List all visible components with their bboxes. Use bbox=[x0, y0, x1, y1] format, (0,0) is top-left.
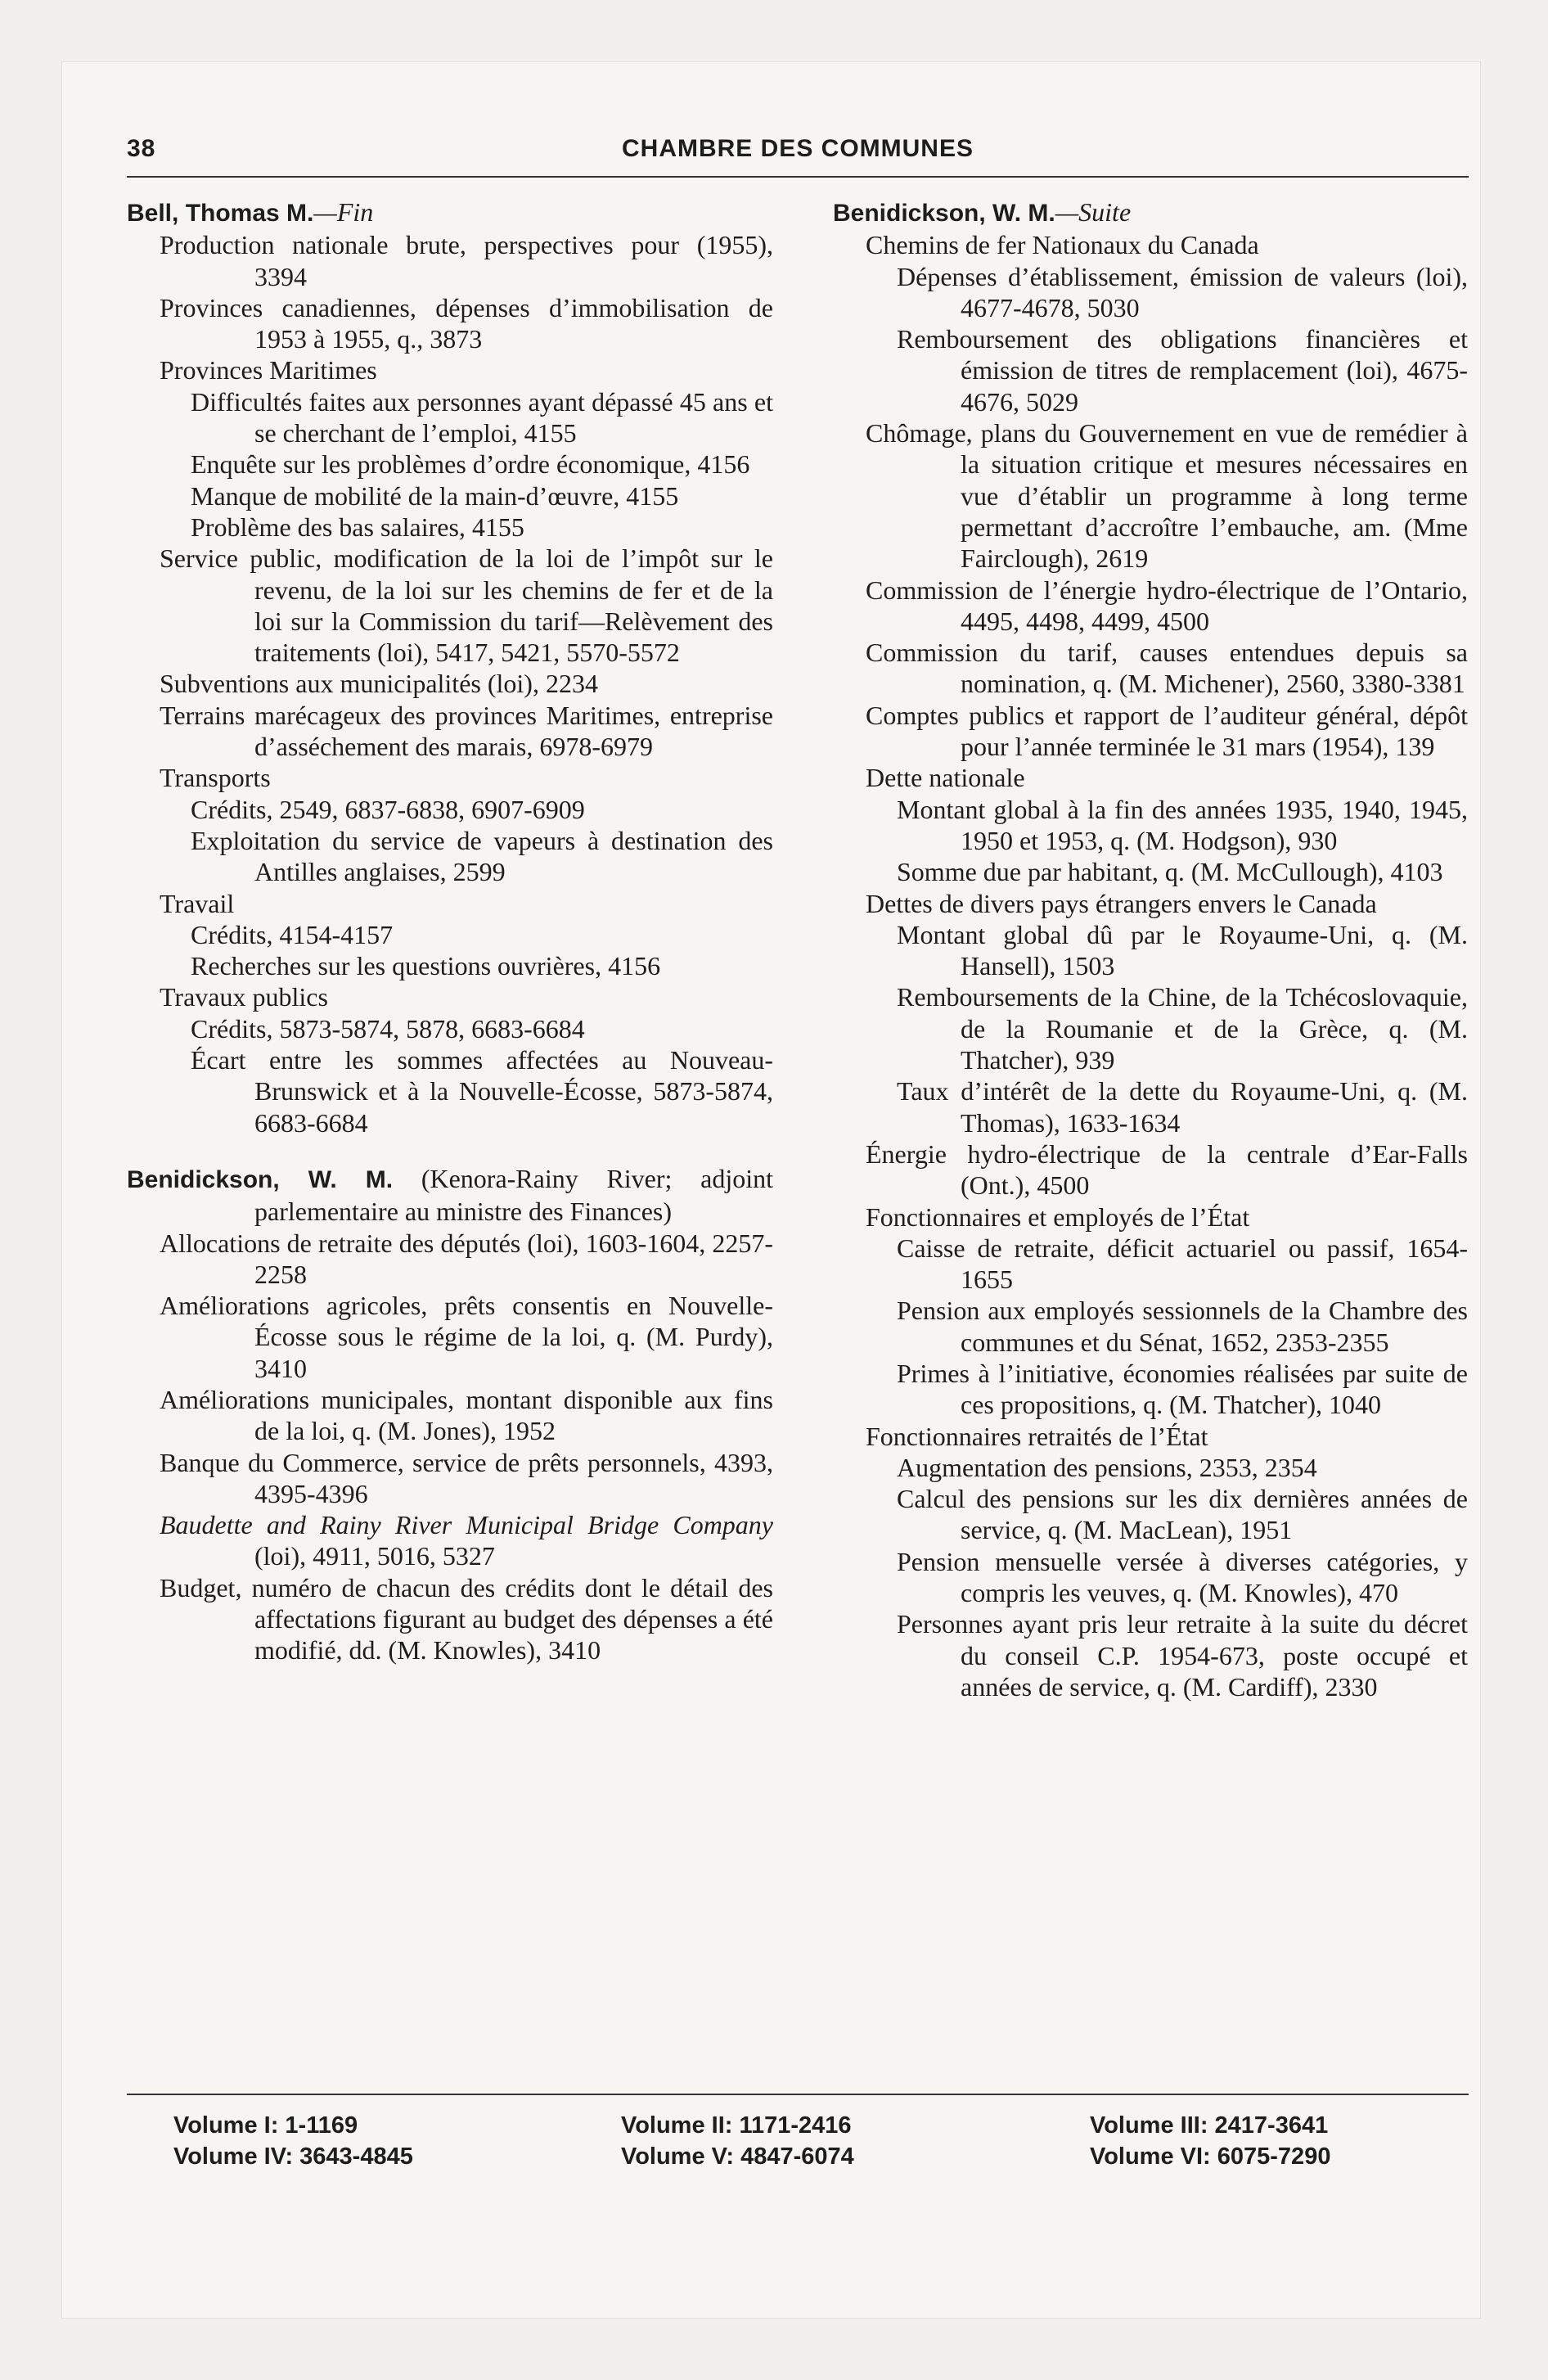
entries-a bbox=[127, 229, 773, 1138]
index-subentry: Pension mensuelle versée à diverses catégories, y compris les veuves, q. (M. Knowles), 470 bbox=[897, 1546, 1468, 1608]
volume-range-2: Volume II: 1171-2416 bbox=[621, 2112, 852, 2139]
index-subentry: Problème des bas salaires, 4155 bbox=[191, 512, 524, 542]
headword-continuation: —Suite bbox=[1055, 197, 1132, 227]
index-entry: Budget, numéro de chacun des crédits dont le détail des affectations figurant au budget des dépenses a été modifié, dd. (M. Knowles), 3410 bbox=[160, 1572, 773, 1666]
index-subentry: Remboursement des obligations financières et émission de titres de remplacement (loi), 4675-4676, 5029 bbox=[897, 324, 1468, 417]
index-subentry: Crédits, 5873-5874, 5878, 6683-6684 bbox=[191, 1013, 585, 1044]
index-entry: Chemins de fer Nationaux du Canada bbox=[866, 230, 1259, 260]
index-entry: Provinces canadiennes, dépenses d’immobilisation de 1953 à 1955, q., 3873 bbox=[160, 292, 773, 354]
index-entry: Comptes publics et rapport de l’auditeur général, dépôt pour l’année terminée le 31 mars (1954), 139 bbox=[866, 700, 1468, 762]
entries-b bbox=[127, 1228, 773, 1510]
index-subentry: Taux d’intérêt de la dette du Royaume-Uni, q. (M. Thomas), 1633-1634 bbox=[897, 1076, 1468, 1138]
index-entry: Allocations de retraite des députés (loi), 1603-1604, 2257-2258 bbox=[160, 1228, 773, 1289]
index-entry: Transports bbox=[160, 763, 271, 793]
index-subentry: Recherches sur les questions ouvrières, 4156 bbox=[191, 951, 661, 981]
index-entry: Dettes de divers pays étrangers envers le Canada bbox=[866, 888, 1377, 918]
index-entry: Améliorations agricoles, prêts consentis en Nouvelle-Écosse sous le régime de la loi, q. (M. Purdy), 3410 bbox=[160, 1291, 773, 1383]
index-entry: Commission de l’énergie hydro-électrique de l’Ontario, 4495, 4498, 4499, 4500 bbox=[866, 575, 1468, 636]
footer-col-2 bbox=[621, 2110, 854, 2172]
running-title: CHAMBRE DES COMMUNES bbox=[621, 135, 974, 162]
index-subentry: Augmentation des pensions, 2353, 2354 bbox=[897, 1452, 1317, 1482]
volume-index-footer bbox=[127, 2110, 1469, 2175]
index-subentry: Écart entre les sommes affectées au Nouveau-Brunswick et à la Nouvelle-Écosse, 5873-5874, 6683-6684 bbox=[191, 1045, 773, 1138]
index-entry: Chômage, plans du Gouvernement en vue de remédier à la situation critique et mesures nécessaires en vue d’établir un programme à long terme permettant d’accroître l’embauche, am. (Mme Fairclough), 2619 bbox=[866, 418, 1468, 574]
continued-headword bbox=[127, 196, 773, 229]
index-subentry: Remboursements de la Chine, de la Tchécoslovaquie, de la Roumanie et de la Grèce, q. (M. Thatcher), 939 bbox=[897, 982, 1468, 1075]
headword-name: Benidickson, W. M. bbox=[127, 1165, 394, 1193]
entries-right bbox=[833, 229, 1468, 1702]
footer-rule bbox=[127, 2094, 1469, 2095]
index-entry bbox=[127, 1509, 773, 1572]
index-entry: Banque du Commerce, service de prêts personnels, 4393, 4395-4396 bbox=[160, 1447, 773, 1508]
index-subentry: Crédits, 4154-4157 bbox=[191, 919, 394, 949]
index-subentry: Somme due par habitant, q. (M. McCullough), 4103 bbox=[897, 857, 1443, 887]
index-subentry: Calcul des pensions sur les dix dernières années de service, q. (M. MacLean), 1951 bbox=[897, 1484, 1468, 1545]
index-subentry: Montant global dû par le Royaume-Uni, q. (M. Hansell), 1503 bbox=[897, 919, 1468, 981]
index-entry: Production nationale brute, perspectives pour (1955), 3394 bbox=[160, 230, 773, 291]
headword-detail: (Kenora-Rainy River; adjoint parlementaire au ministre des Finances) bbox=[254, 1163, 773, 1227]
index-entry: Fonctionnaires retraités de l’État bbox=[866, 1421, 1208, 1451]
volume-range-5: Volume V: 4847-6074 bbox=[621, 2143, 854, 2170]
index-subentry: Exploitation du service de vapeurs à destination des Antilles anglaises, 2599 bbox=[191, 825, 773, 887]
volume-range-4: Volume IV: 3643-4845 bbox=[173, 2143, 413, 2170]
index-entry: Travaux publics bbox=[160, 982, 328, 1012]
index-subentry: Montant global à la fin des années 1935, 1940, 1945, 1950 et 1953, q. (M. Hodgson), 930 bbox=[897, 794, 1468, 855]
entry-italic-title: Baudette and Rainy River Municipal Bridge Company bbox=[160, 1510, 773, 1540]
index-entry: Améliorations municipales, montant disponible aux fins de la loi, q. (M. Jones), 1952 bbox=[160, 1384, 773, 1446]
index-subentry: Pension aux employés sessionnels de la Chambre des communes et du Sénat, 1652, 2353-2355 bbox=[897, 1296, 1468, 1357]
index-entry: Travail bbox=[160, 888, 235, 918]
headword-continuation: —Fin bbox=[313, 197, 374, 227]
volume-range-3: Volume III: 2417-3641 bbox=[1090, 2112, 1329, 2139]
index-subentry: Caisse de retraite, déficit actuariel ou passif, 1654-1655 bbox=[897, 1233, 1468, 1295]
entries-c bbox=[127, 1572, 773, 1666]
index-subentry: Difficultés faites aux personnes ayant dépassé 45 ans et se cherchant de l’emploi, 4155 bbox=[191, 386, 773, 449]
right-column bbox=[833, 196, 1468, 1702]
page-header bbox=[127, 135, 1469, 176]
continued-headword bbox=[833, 196, 1468, 229]
headword-name: Benidickson, W. M. bbox=[833, 200, 1055, 227]
footer-col-3 bbox=[1090, 2110, 1330, 2172]
index-subentry: Manque de mobilité de la main-d’œuvre, 4155 bbox=[191, 480, 679, 511]
left-column bbox=[127, 196, 773, 1666]
index-entry: Dette nationale bbox=[866, 763, 1025, 793]
header-rule bbox=[127, 176, 1469, 178]
index-entry: Fonctionnaires et employés de l’État bbox=[866, 1201, 1250, 1232]
volume-range-1: Volume I: 1-1169 bbox=[173, 2112, 358, 2139]
footer-col-1 bbox=[173, 2110, 413, 2172]
index-entry: Terrains marécageux des provinces Maritimes, entreprise d’asséchement des marais, 6978-6979 bbox=[160, 700, 773, 762]
entry-pages: (loi), 4911, 5016, 5327 bbox=[254, 1541, 495, 1571]
index-subentry: Crédits, 2549, 6837-6838, 6907-6909 bbox=[191, 794, 585, 824]
headword-name: Bell, Thomas M. bbox=[127, 200, 314, 227]
index-subentry: Personnes ayant pris leur retraite à la suite du décret du conseil C.P. 1954-673, poste occupé et années de service, q. (M. Cardiff), 2330 bbox=[897, 1609, 1468, 1702]
index-entry: Subventions aux municipalités (loi), 2234 bbox=[160, 669, 598, 699]
index-entry: Commission du tarif, causes entendues depuis sa nomination, q. (M. Michener), 2560, 3380-3381 bbox=[866, 638, 1468, 699]
index-subentry: Primes à l’initiative, économies réalisées par suite de ces propositions, q. (M. Thatcher), 1040 bbox=[897, 1358, 1468, 1420]
index-entry: Énergie hydro-électrique de la centrale d’Ear-Falls (Ont.), 4500 bbox=[866, 1138, 1468, 1201]
index-subentry: Enquête sur les problèmes d’ordre économique, 4156 bbox=[191, 449, 750, 480]
new-headword bbox=[127, 1163, 773, 1228]
volume-range-6: Volume VI: 6075-7290 bbox=[1090, 2143, 1331, 2170]
section-gap bbox=[127, 1138, 773, 1163]
index-subentry: Dépenses d’établissement, émission de valeurs (loi), 4677-4678, 5030 bbox=[897, 261, 1468, 322]
index-entry: Service public, modification de la loi de l’impôt sur le revenu, de la loi sur les chemins de fer et de la loi sur la Commission du tarif—Relèvement des traitements (loi), 5417, 5421, 5570-5572 bbox=[160, 543, 773, 668]
page-number: 38 bbox=[127, 135, 156, 162]
index-entry: Provinces Maritimes bbox=[160, 355, 377, 385]
